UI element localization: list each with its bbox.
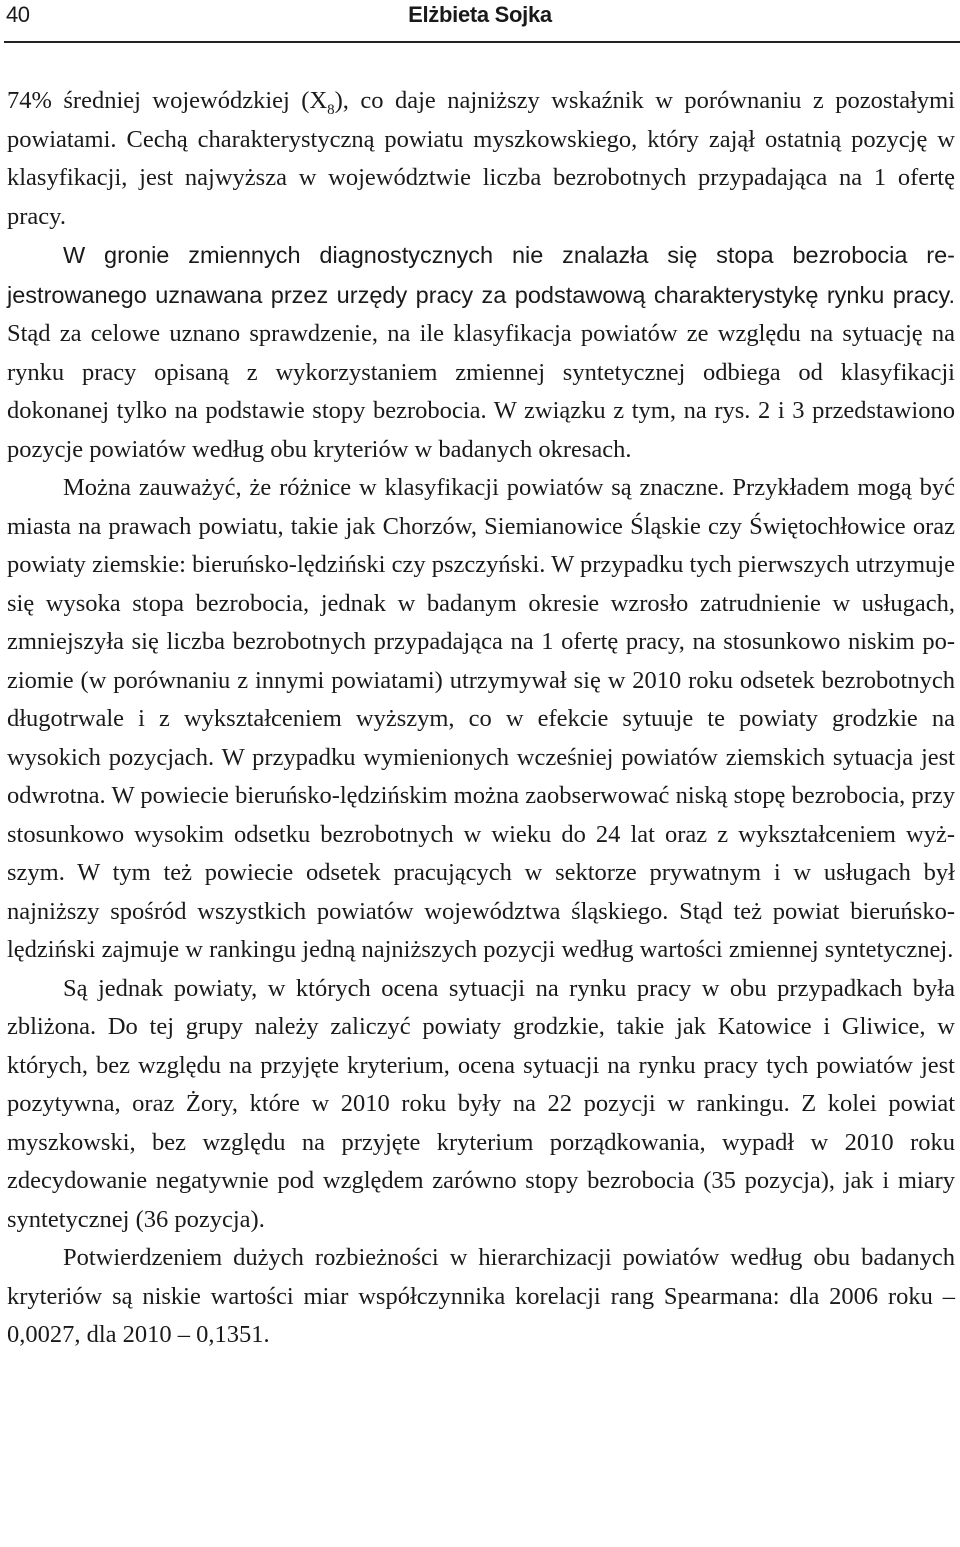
paragraph <box>7 1239 955 1355</box>
body-text <box>7 82 955 1355</box>
paragraph <box>7 82 955 236</box>
page-header <box>0 0 960 44</box>
header-rule <box>4 41 960 43</box>
subscript: 8 <box>327 101 335 118</box>
text-segment: W gronie zmiennych diagnostycznych nie znalazła się stopa bezrobocia rejestrowanego uznawana przez urzędy pracy za podstawową charakterystykę rynku pracy. <box>7 242 955 308</box>
text-segment: Stąd za celowe uznano sprawdzenie, na ile klasyfikacja powiatów ze względu na sytuację na rynku pracy opisaną z wykorzystaniem zmiennej syntetycznej odbiega od klasyfikacji dokonanej tylko na podstawie stopy bezrobocia. W związku z tym, na rys. 2 i 3 przedstawiono pozycje powiatów według obu kryteriów w badanych okresach. <box>7 320 955 463</box>
paragraph <box>7 236 955 469</box>
text-segment: Są jednak powiaty, w których ocena sytuacji na rynku pracy w obu przypadkach była zbliżona. Do tej grupy należy zaliczyć powiaty grodzkie, takie jak Katowice i Gliwice, w których, bez względu na przyjęte kryterium, ocena sytuacji na rynku pracy tych powiatów jest pozytywna, oraz Żory, które w 2010 roku były na 22 pozycji w rankingu. Z kolei powiat myszkowski, bez względu na przyjęte kryterium porządkowania, wypadł w 2010 roku zdecydowanie negatywnie pod względem zarówno stopy bezrobocia (35 pozycja), jak i miary syntetycznej (36 pozycja). <box>7 974 955 1233</box>
text-segment: Można zauważyć, że różnice w klasyfikacji powiatów są znaczne. Przykładem mogą być miasta na prawach powiatu, takie jak Chorzów, Siemianowice Śląskie czy Świętochłowice oraz powiaty ziemskie: bieruńsko-lędziński czy pszczyński. W przypadku tych pierwszych utrzymuje się wysoka stopa bezrobocia, jednak w badanym okresie wzrosło zatrudnienie w usługach, zmniejszyła się liczba bezrobotnych przypadająca na 1 ofertę pracy, na stosunkowo niskim poziomie (w porównaniu z innymi powiatami) utrzymywał się w 2010 roku odsetek bezrobotnych długotrwale i z wykształceniem wyższym, co w efekcie sytuuje te powiaty grodzkie na wysokich pozycjach. W przypadku wymienionych wcześniej powiatów ziemskich sytuacja jest odwrotna. W powiecie bieruńsko-lędzińskim można zaobserwować niską stopę bezrobocia, przy stosunkowo wysokim odsetku bezrobotnych w wieku do 24 lat oraz z wykształceniem wyższym. W tym też powiecie odsetek pracujących w sektorze prywatnym i w usługach był najniższy spośród wszystkich powiatów województwa śląskiego. Stąd też powiat bieruńsko-lędziński zajmuje w rankingu jedną najniższych pozycji według wartości zmiennej syntetycznej. <box>7 474 955 963</box>
page-number: 40 <box>6 2 30 27</box>
paragraph <box>7 970 955 1240</box>
text-segment: ), co daje najniższy wskaźnik w porównaniu z pozostałymi powiatami. Cechą charakterystyczną powiatu myszkowskiego, który zajął ostatnią pozycję w klasyfikacji, jest najwyższa w województwie liczba bezrobotnych przypadająca na 1 ofertę pracy. <box>7 87 955 230</box>
running-head-author: Elżbieta Sojka <box>408 2 552 27</box>
text-segment: Potwierdzeniem dużych rozbieżności w hierarchizacji powiatów według obu badanych kryteriów są niskie wartości miar współczynnika korelacji rang Spearmana: dla 2006 roku – 0,0027, dla 2010 – 0,1351. <box>7 1244 955 1348</box>
text-segment: 74% średniej wojewódzkiej (X <box>7 87 328 114</box>
paragraph <box>7 469 955 970</box>
